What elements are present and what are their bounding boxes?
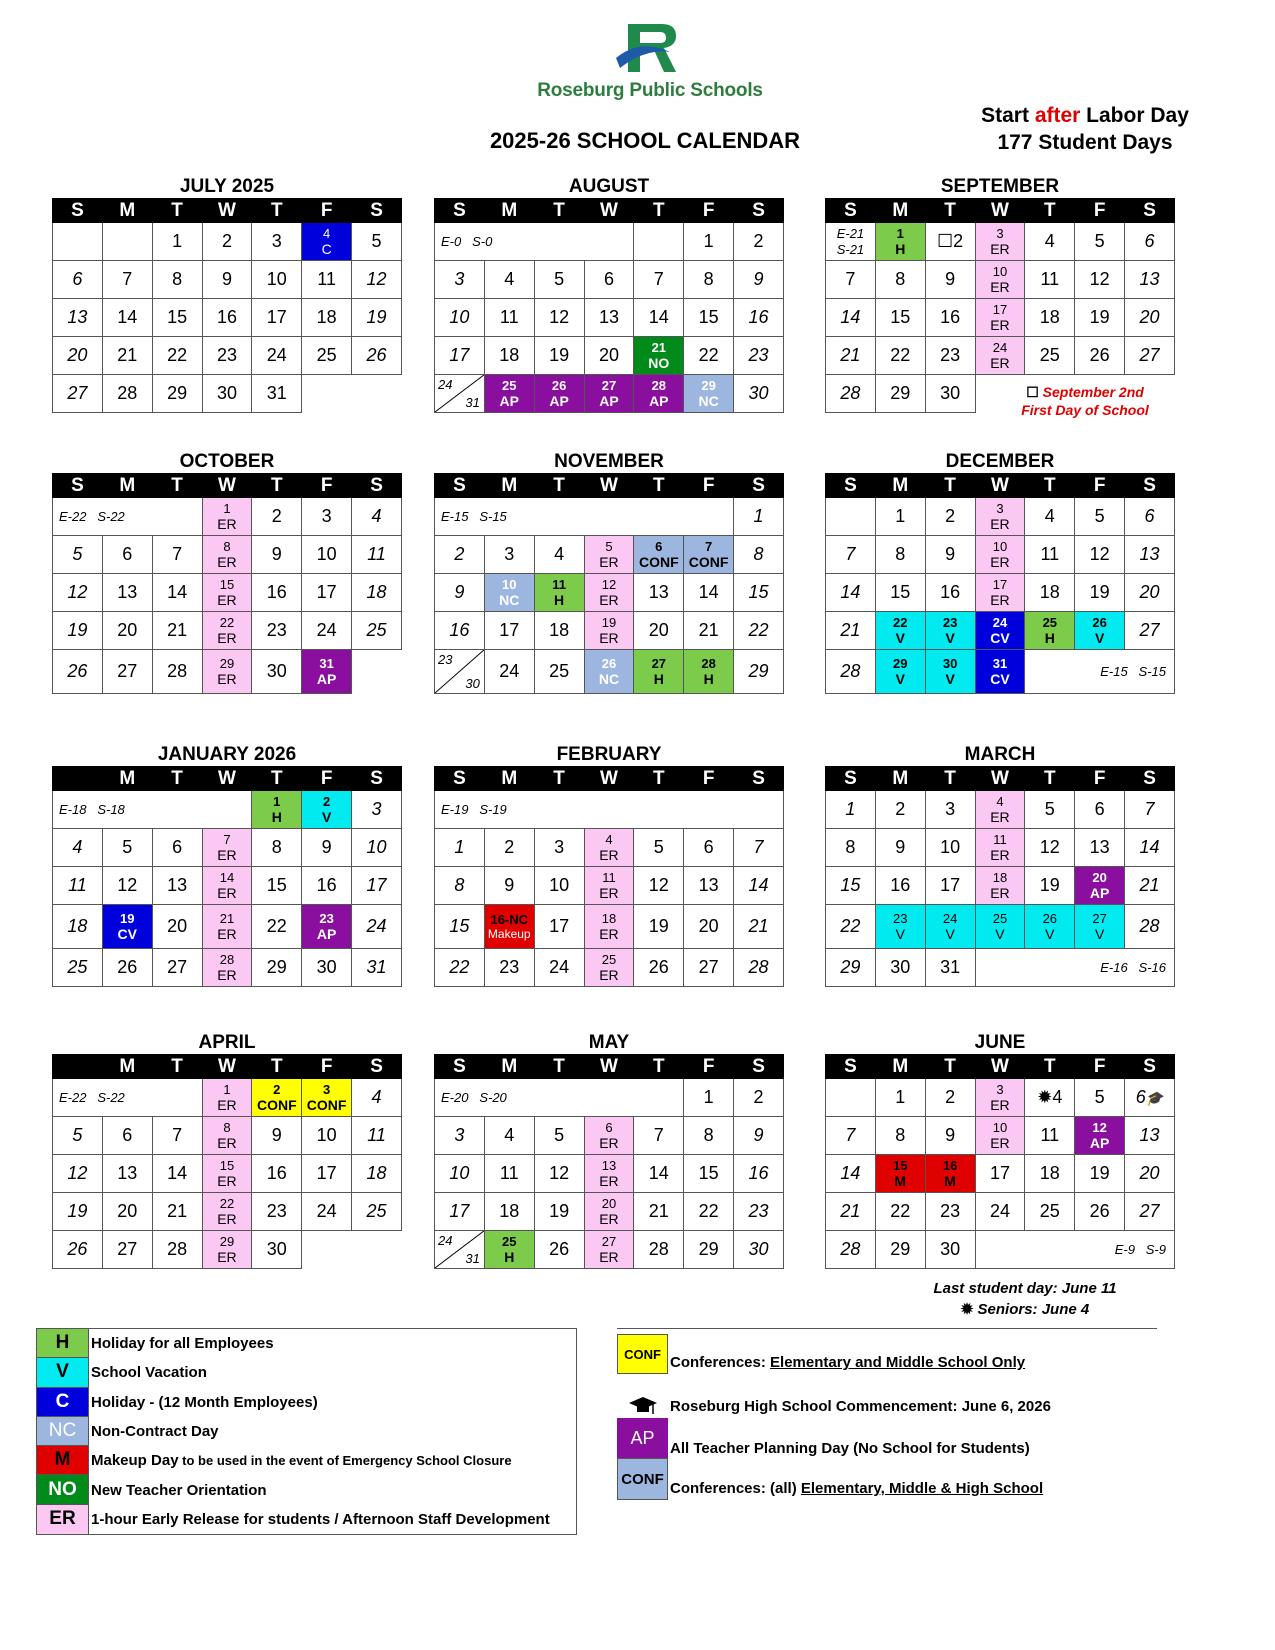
day-cell: 31	[252, 375, 302, 413]
day-cell: 29	[152, 375, 202, 413]
student-days: 177 Student Days	[997, 131, 1173, 154]
day-count: E-9 S-9	[975, 1231, 1174, 1269]
day-cell-makeup: 16-NC Makeup	[484, 905, 534, 949]
day-cell-planning: 20 AP	[1075, 867, 1125, 905]
weekday-header: M T W T F S	[53, 1055, 402, 1079]
month-title: MAY	[588, 1032, 630, 1053]
day-cell-early-release: 10 ER	[975, 261, 1025, 299]
month-april	[52, 1032, 402, 1269]
day-cell: 20	[53, 337, 103, 375]
calendar-grid: S M T W T F S E-20 S-20 1 2 3 4 5 6 ER 7 8 9 10 11 12 13 ER 14 15 16 17 18 19 20 ER 21 22 23 24 31 25 H 26 27 ER 28 29 30	[434, 1054, 784, 1269]
first-day-note: ☐ September 2nd First Day of School	[1021, 384, 1149, 418]
calendar-grid: M T W T F S E-22 S-22 1 ER 2 CONF 3 CONF 4 5 6 7 8 ER 9 10 11 12 13 14 15 ER 16 17 18 19 20 21 22 ER 23 24 25 26 27 28 29 ER 30	[52, 1054, 402, 1269]
month-title: NOVEMBER	[554, 451, 664, 472]
day-cell: 3	[252, 223, 302, 261]
legend-item: NC Non-Contract Day	[37, 1417, 576, 1446]
day-cell-early-release: 14 ER	[202, 867, 252, 905]
day-cell-early-release: 19 ER	[584, 612, 634, 650]
weekday-header: S M T W T F S	[435, 199, 784, 223]
weekday-header: S M T W T F S	[435, 1055, 784, 1079]
day-cell-planning: 23 AP	[302, 905, 352, 949]
day-cell: 17	[252, 299, 302, 337]
day-cell-early-release: 10 ER	[975, 1117, 1025, 1155]
calendar-grid: S M T W T F S E-19 S-19 1 2 3 4 ER 5 6 7 8 9 10 11 ER 12 13 14 15 16-NC Makeup 17 18 ER 19 20 21 22 23 24 25 ER 26 27 28	[434, 766, 784, 987]
legend-item: ER 1-hour Early Release for students / Afternoon Staff Development	[37, 1505, 576, 1534]
day-cell: 9	[202, 261, 252, 299]
day-cell-split: 24 31	[435, 375, 485, 413]
month-title: SEPTEMBER	[940, 176, 1060, 197]
checkbox-icon: ☐	[1026, 384, 1039, 400]
day-cell-makeup: 15 M	[875, 1155, 925, 1193]
day-cell-early-release: 7 ER	[202, 829, 252, 867]
legend-item: CONF Conferences: Elementary and Middle School Only	[617, 1334, 1162, 1374]
calendar-subtitle: Start after Labor Day 177 Student Days	[981, 104, 1189, 154]
day-count: E-18 S-18	[53, 791, 252, 829]
last-student-day: Last student day: June 11	[933, 1280, 1117, 1297]
day-cell-early-release: 24 ER	[975, 337, 1025, 375]
day-cell-early-release: 22 ER	[202, 1193, 252, 1231]
day-cell: 2	[734, 223, 784, 261]
day-cell: 18	[302, 299, 352, 337]
day-cell-conference: 2 CONF	[252, 1079, 302, 1117]
day-cell-early-release: 6 ER	[584, 1117, 634, 1155]
day-cell-split: 24 31	[435, 1231, 485, 1269]
day-cell-holiday: 25 H	[484, 1231, 534, 1269]
logo-mark-icon	[610, 18, 690, 78]
calendar-grid: S M T W T F S 1 2 3 ER ✹4 5 6🎓 7 8 9 10 ER 11 12 AP 13 14 15 M 16 M 17 18 19 20 21 22 23 24 25 26 27 28 29 30 E-9 S-9	[825, 1054, 1175, 1269]
day-cell-early-release: 18 ER	[975, 867, 1025, 905]
weekday-header: M T W T F S	[53, 767, 402, 791]
day-cell-vacation: 26 V	[1075, 612, 1125, 650]
day-cell: 11	[302, 261, 352, 299]
legend-item: M Makeup Day to be used in the event of Emergency School Closure	[37, 1446, 576, 1475]
day-cell-early-release: 21 ER	[202, 905, 252, 949]
month-august	[434, 176, 784, 413]
month-title: AUGUST	[568, 176, 650, 197]
day-count: E-22 S-22	[53, 1079, 203, 1117]
day-count: E-15 S-15	[435, 498, 734, 536]
day-cell: 2	[202, 223, 252, 261]
calendar-grid: S M T W T F S 1 2 3 4 ER 5 6 7 8 9 10 11 ER 12 13 14 15 16 17 18 ER 19 20 AP 21 22 23 V 24 V 25 V 26 V 27 V 28 29 30 31 E-16 S-16	[825, 766, 1175, 987]
day-count: E-20 S-20	[435, 1079, 684, 1117]
sun-icon: ✹	[1037, 1087, 1053, 1107]
day-count: E-22 S-22	[53, 498, 203, 536]
day-cell-vacation: 23 V	[925, 612, 975, 650]
day-cell-early-release: 8 ER	[202, 1117, 252, 1155]
day-cell	[102, 223, 152, 261]
day-cell-early-release: 4 ER	[584, 829, 634, 867]
grad-cap-icon: 🎓	[1145, 1090, 1164, 1106]
day-cell: 8	[152, 261, 202, 299]
day-count: E-21 S-21	[826, 223, 876, 261]
day-cell-new-teacher: 21 NO	[634, 337, 684, 375]
day-count: E-0 S-0	[435, 223, 634, 261]
day-cell: 16	[202, 299, 252, 337]
day-cell: 15	[152, 299, 202, 337]
day-cell: 23	[202, 337, 252, 375]
day-cell-planning: 26 AP	[534, 375, 584, 413]
day-cell: 28	[102, 375, 152, 413]
day-cell-vacation: 22 V	[875, 612, 925, 650]
day-cell-vacation: 29 V	[875, 650, 925, 694]
day-cell-early-release: 5 ER	[584, 536, 634, 574]
calendar-grid: S M T W T F S E-22 S-22 1 ER 2 3 4 5 6 7 8 ER 9 10 11 12 13 14 15 ER 16 17 18 19 20 21 22 ER 23 24 25 26 27 28 29 ER 30 31 AP	[52, 473, 402, 694]
day-cell: 6	[53, 261, 103, 299]
month-july	[52, 176, 402, 413]
day-cell-early-release: 27 ER	[584, 1231, 634, 1269]
day-cell: 27	[53, 375, 103, 413]
day-cell-early-release: 3 ER	[975, 498, 1025, 536]
legend-item: V School Vacation	[37, 1358, 576, 1387]
month-november	[434, 451, 784, 694]
legend-item: NO New Teacher Orientation	[37, 1475, 576, 1504]
month-october	[52, 451, 402, 694]
day-cell-planning: 12 AP	[1075, 1117, 1125, 1155]
calendar-grid: S M T W T F S E-15 S-15 1 2 3 4 5 ER 6 CONF 7 CONF 8 9 10 NC 11 H 12 ER 13 14 15 16 17 18 19 ER 20 21 22 23 30 24 25 26 NC 27 H 28 H 29	[434, 473, 784, 694]
day-cell-vacation: 23 V	[875, 905, 925, 949]
day-cell-non-contract: 26 NC	[584, 650, 634, 694]
day-cell-makeup: 16 M	[925, 1155, 975, 1193]
day-cell-planning: 28 AP	[634, 375, 684, 413]
school-name: Roseburg Public Schools	[537, 80, 763, 101]
day-cell-early-release: 1 ER	[202, 1079, 252, 1117]
month-title: OCTOBER	[179, 451, 275, 472]
day-cell-vacation: 24 V	[925, 905, 975, 949]
day-cell-planning: 31 AP	[302, 650, 352, 694]
legend-item: H Holiday for all Employees	[37, 1329, 576, 1358]
day-cell-first-day: ☐2	[925, 223, 975, 261]
calendar-title: 2025-26 SCHOOL CALENDAR	[489, 128, 801, 153]
day-cell: 5	[352, 223, 402, 261]
legend-item: CONF Conferences: (all) Elementary, Middle & High School	[617, 1458, 1162, 1498]
day-cell-early-release: 10 ER	[975, 536, 1025, 574]
day-cell-holiday: 4 C	[302, 223, 352, 261]
day-cell: 14	[102, 299, 152, 337]
month-december	[825, 451, 1175, 694]
day-cell-holiday-vacation: 31 CV	[975, 650, 1025, 694]
day-cell-early-release: 15 ER	[202, 1155, 252, 1193]
calendar-grid	[52, 198, 402, 413]
day-cell-conference-all: 7 CONF	[684, 536, 734, 574]
month-title: MARCH	[964, 744, 1036, 765]
month-title: JUNE	[974, 1032, 1026, 1053]
day-cell-planning: 27 AP	[584, 375, 634, 413]
day-cell: 22	[152, 337, 202, 375]
day-cell-non-contract: 10 NC	[484, 574, 534, 612]
day-cell: 7	[102, 261, 152, 299]
day-cell-vacation: 25 V	[975, 905, 1025, 949]
legend-item: AP All Teacher Planning Day (No School for Students)	[617, 1418, 1162, 1458]
legend-codes	[36, 1328, 577, 1535]
month-title: APRIL	[198, 1032, 256, 1053]
day-cell-early-release: 3 ER	[975, 1079, 1025, 1117]
day-cell-vacation: 26 V	[1025, 905, 1075, 949]
month-title: JULY 2025	[179, 176, 275, 197]
day-cell-conference-all: 6 CONF	[634, 536, 684, 574]
day-cell-early-release: 1 ER	[202, 498, 252, 536]
day-cell: 25	[302, 337, 352, 375]
calendar-grid: S M T W T F S E-21 S-21 1 H ☐2 3 ER 4 5 6 7 8 9 10 ER 11 12 13 14 15 16 17 ER 18 19 20 21 22 23 24 ER 25 26 27 28 29 30	[825, 198, 1175, 413]
day-cell-split: 23 30	[435, 650, 485, 694]
month-may	[434, 1032, 784, 1269]
day-cell-early-release: 22 ER	[202, 612, 252, 650]
day-cell-early-release: 8 ER	[202, 536, 252, 574]
day-cell-commencement: 6🎓	[1125, 1079, 1175, 1117]
day-cell-seniors: ✹4	[1025, 1079, 1075, 1117]
day-cell-early-release: 29 ER	[202, 650, 252, 694]
day-cell: 19	[352, 299, 402, 337]
day-cell: 30	[202, 375, 252, 413]
day-cell-holiday-vacation: 24 CV	[975, 612, 1025, 650]
weekday-header: S M T W T F S	[826, 1055, 1175, 1079]
legend-item: C Holiday - (12 Month Employees)	[37, 1388, 576, 1417]
day-cell: 1	[684, 223, 734, 261]
day-cell-early-release: 11 ER	[584, 867, 634, 905]
day-count: E-16 S-16	[975, 949, 1174, 987]
day-cell-early-release: 20 ER	[584, 1193, 634, 1231]
day-cell-planning: 25 AP	[484, 375, 534, 413]
month-title: DECEMBER	[945, 451, 1055, 472]
day-cell-early-release: 3 ER	[975, 223, 1025, 261]
calendar-grid: S M T W T F S 1 2 3 ER 4 5 6 7 8 9 10 ER 11 12 13 14 15 16 17 ER 18 19 20 21 22 V 23 V 24 CV 25 H 26 V 27 28 29 V 30 V 31 CV E-15 S-15	[825, 473, 1175, 694]
weekday-header: S M T W T F S	[826, 767, 1175, 791]
day-cell-early-release: 13 ER	[584, 1155, 634, 1193]
day-cell-early-release: 12 ER	[584, 574, 634, 612]
day-count: E-15 S-15	[1025, 650, 1175, 694]
day-cell: 10	[252, 261, 302, 299]
seniors-last-day: ✹ Seniors: June 4	[960, 1301, 1090, 1318]
day-cell-early-release: 28 ER	[202, 949, 252, 987]
calendar-grid: M T W T F S E-18 S-18 1 H 2 V 3 4 5 6 7 ER 8 9 10 11 12 13 14 ER 15 16 17 18 19 CV 20 21 ER 22 23 AP 24 25 26 27 28 ER 29 30 31	[52, 766, 402, 987]
weekday-header: S M T W T F S	[826, 199, 1175, 223]
day-cell-early-release: 17 ER	[975, 299, 1025, 337]
legend-item: Roseburg High School Commencement: June 6, 2026	[617, 1386, 1162, 1426]
weekday-header: S M T W T F S	[53, 199, 402, 223]
month-september	[825, 176, 1175, 413]
day-cell-early-release: 11 ER	[975, 829, 1025, 867]
day-count: E-19 S-19	[435, 791, 784, 829]
day-cell-early-release: 4 ER	[975, 791, 1025, 829]
day-cell	[53, 223, 103, 261]
month-june	[825, 1032, 1175, 1269]
weekday-header: S M T W T F S	[53, 474, 402, 498]
day-cell: 1	[152, 223, 202, 261]
day-cell-holiday: 11 H	[534, 574, 584, 612]
day-cell: 21	[102, 337, 152, 375]
day-cell-early-release: 15 ER	[202, 574, 252, 612]
day-cell-non-contract: 29 NC	[684, 375, 734, 413]
day-cell: 13	[53, 299, 103, 337]
day-cell-early-release: 29 ER	[202, 1231, 252, 1269]
day-cell-early-release: 17 ER	[975, 574, 1025, 612]
day-cell-vacation: 30 V	[925, 650, 975, 694]
day-cell-holiday: 28 H	[684, 650, 734, 694]
day-cell-holiday: 1 H	[875, 223, 925, 261]
month-january	[52, 744, 402, 987]
month-title: JANUARY 2026	[157, 744, 297, 765]
after-word: after	[1034, 104, 1081, 127]
weekday-header: S M T W T F S	[435, 474, 784, 498]
day-cell-early-release: 25 ER	[584, 949, 634, 987]
weekday-header: S M T W T F S	[435, 767, 784, 791]
day-cell: 24	[252, 337, 302, 375]
day-cell-vacation: 27 V	[1075, 905, 1125, 949]
day-cell-vacation: 2 V	[302, 791, 352, 829]
day-cell-holiday: 27 H	[634, 650, 684, 694]
day-cell-holiday-vacation: 19 CV	[102, 905, 152, 949]
day-cell-conference: 3 CONF	[302, 1079, 352, 1117]
day-cell: 12	[352, 261, 402, 299]
calendar-grid: S M T W T F S E-0 S-0 1 2 3 4 5 6 7 8 9 10 11 12 13 14 15 16 17 18 19 20 21 NO 22 23 24 31 25 AP 26 AP 27 AP 28 AP 29 NC 30	[434, 198, 784, 413]
day-cell-holiday: 1 H	[252, 791, 302, 829]
day-cell-early-release: 18 ER	[584, 905, 634, 949]
month-title: FEBRUARY	[556, 744, 662, 765]
month-february	[434, 744, 784, 987]
weekday-header: S M T W T F S	[826, 474, 1175, 498]
day-cell-holiday: 25 H	[1025, 612, 1075, 650]
month-march	[825, 744, 1175, 987]
day-cell: 26	[352, 337, 402, 375]
june-notes	[900, 1278, 1150, 1320]
sun-icon: ✹	[960, 1301, 974, 1318]
school-logo	[520, 18, 780, 118]
